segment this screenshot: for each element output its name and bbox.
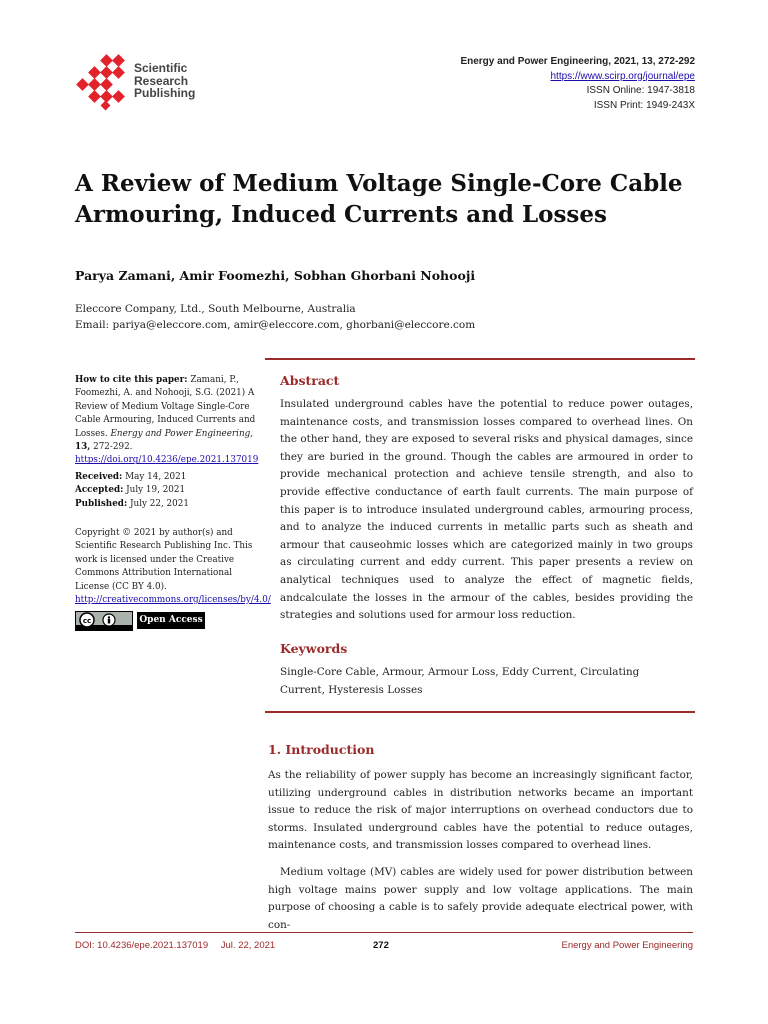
abstract-top-rule	[265, 358, 695, 360]
page-number: 272	[373, 940, 389, 951]
abstract-heading: Abstract	[280, 373, 340, 388]
copyright-block	[75, 527, 271, 607]
journal-citation: Energy and Power Engineering, 2021, 13, 272-292	[460, 56, 695, 67]
citation-block: How to cite this paper: Zamani, P., Foomezhi, A. and Nohooji, S.G. (2021) A Review of Medium Voltage Single-Core Cable Armouring, Induced Currents and Losses. Energy and Power Engineering, 13, 272-292. https://doi.org/10.4236/epe.2021.137019	[75, 375, 259, 466]
open-access-badge[interactable]: Open Access	[137, 612, 205, 629]
paper-title: A Review of Medium Voltage Single-Core Cable Armouring, Induced Currents and Losses	[75, 170, 683, 228]
journal-url-link[interactable]: https://www.scirp.org/journal/epe	[550, 70, 695, 82]
footer-rule	[75, 932, 693, 933]
email-line: Email: pariya@eleccore.com, amir@eleccore.com, ghorbani@eleccore.com	[75, 319, 476, 331]
svg-text:cc: cc	[82, 617, 92, 625]
copyright-text: Copyright © 2021 by author(s) and Scientific Research Publishing Inc. This work is licensed under the Creative Commons Attribution International License (CC BY 4.0).	[75, 528, 253, 592]
abstract-text: Insulated underground cables have the potential to reduce power outages, maintenance costs, and transmission losses compared to overhead lines. On the other hand, they are exposed to several risks and physical damages, since they are buried in the ground. Though the cables are armoured in order to provide mechanical protection and achieve tensile strength, and also to provide effective conductance of earth fault currents. The main purpose of this paper is to introduce insulated underground cables, armouring process, and to analyze the induced currents in metallic parts such as sheath and armour that causeohmic losses which are categorized mainly in two groups as circulating current and eddy current. This paper presents a review on analytical techniques used to analyze the effect of magnetic fields, andcalculate the losses in the armour of the cables, besides providing the strategies and solutions used for armour loss reduction.	[280, 398, 693, 622]
page-footer	[75, 940, 693, 951]
intro-paragraph-2: Medium voltage (MV) cables are widely used for power distribution between high voltage mains power supply and low voltage applications. The main purpose of choosing a cable is to safely provide adequate electrical power, with con-	[268, 866, 693, 931]
affiliation-block	[75, 301, 475, 333]
dates-block: Received: May 14, 2021 Accepted: July 19, 2021 Published: July 22, 2021	[75, 472, 189, 509]
intro-paragraph-1: As the reliability of power supply has become an increasingly significant factor, utilizing underground cables in distribution networks became an important issue to reduce the risk of major interruptions on overhead conductors due to storms. Insulated underground cables have the potential to reduce outages, maintenance costs, and transmission losses compared to overhead lines.	[268, 769, 693, 852]
footer-date: Jul. 22, 2021	[220, 940, 276, 951]
license-link[interactable]: http://creativecommons.org/licenses/by/4.0/	[75, 595, 271, 606]
issn-online: ISSN Online: 1947-3818	[586, 85, 695, 96]
keywords-bottom-rule	[265, 711, 695, 713]
keywords-text: Single-Core Cable, Armour, Armour Loss, Eddy Current, Circulating Current, Hysteresis Losses	[280, 666, 640, 696]
affiliation: Eleccore Company, Ltd., South Melbourne, Australia	[75, 303, 356, 315]
publisher-name: Scientific Research Publishing	[134, 61, 196, 100]
doi-link[interactable]: https://doi.org/10.4236/epe.2021.137019	[75, 455, 259, 466]
keywords-heading: Keywords	[280, 641, 348, 656]
footer-journal: Energy and Power Engineering	[561, 940, 693, 951]
cc-icon	[76, 612, 132, 630]
footer-doi: DOI: 10.4236/epe.2021.137019	[75, 940, 209, 951]
paper-authors: Parya Zamani, Amir Foomezhi, Sobhan Ghorbani Nohooji	[75, 268, 476, 283]
issn-print: ISSN Print: 1949-243X	[593, 99, 695, 111]
introduction-heading: 1. Introduction	[268, 742, 375, 757]
cc-by-badge[interactable]	[75, 611, 133, 631]
journal-info	[460, 55, 695, 113]
